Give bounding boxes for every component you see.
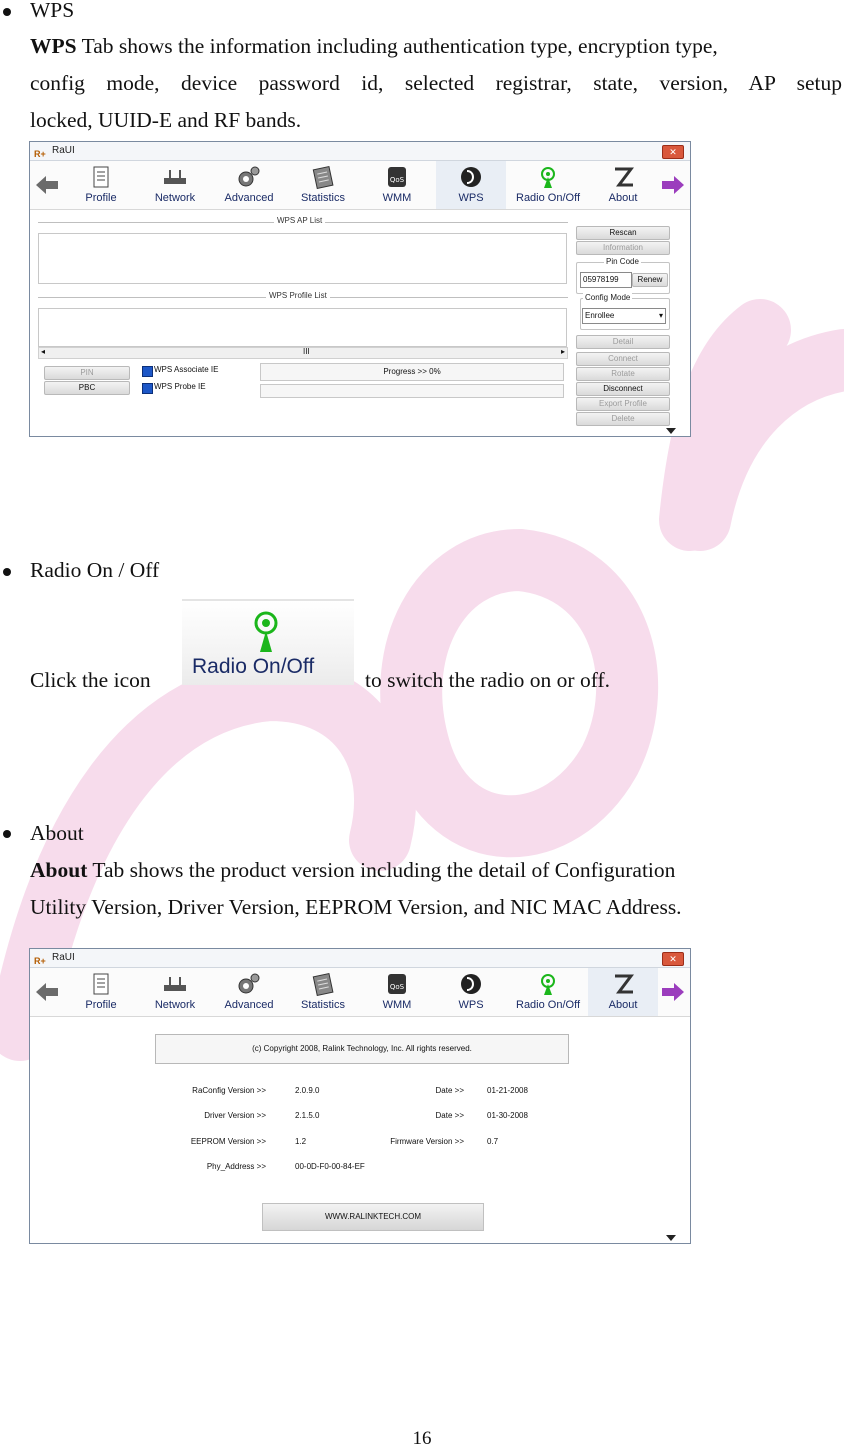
radio-on-off-icon-image [182,599,354,685]
toolbar-item-wmm[interactable] [362,968,432,1016]
radio-icon [535,972,561,996]
close-button[interactable]: ✕ [662,952,684,966]
wps-bold-lead: WPS [30,34,77,58]
toolbar-label: WMM [382,999,412,1011]
raconfig-date-label: Date >> [435,1086,464,1095]
bullet [3,830,11,838]
expand-arrow-icon[interactable] [656,428,686,434]
ralink-logo: R+ [34,956,46,966]
toolbar-item-profile[interactable] [66,968,136,1016]
wmm-icon [384,972,410,996]
disconnect-button[interactable]: Disconnect [576,382,670,396]
toolbar-label: Radio On/Off [516,192,580,204]
statistics-icon [310,972,336,996]
wps-profile-list[interactable] [38,308,567,347]
raconfig-version-value: 2.0.9.0 [295,1086,320,1095]
about-icon [610,972,636,996]
toolbar-item-wps[interactable] [436,161,506,209]
wps-associate-ie-checkbox[interactable] [142,366,153,377]
forward-arrow-icon[interactable] [660,980,686,1004]
toolbar-item-advanced[interactable] [214,968,284,1016]
scroll-right-icon[interactable]: ▸ [560,347,565,356]
toolbar-label: About [608,999,638,1011]
progress-bar: Progress >> 0% [260,363,564,381]
toolbar-label: Profile [85,192,117,204]
bullet [3,568,11,576]
information-button[interactable]: Information [576,241,670,255]
toolbar-item-profile[interactable] [66,161,136,209]
phy-address-label: Phy_Address >> [206,1162,266,1171]
wps-probe-ie-label: WPS Probe IE [154,382,206,391]
config-mode-value: Enrollee [585,311,615,320]
forward-arrow-icon[interactable] [660,173,686,197]
profile-icon [88,972,114,996]
pin-button[interactable]: PIN [44,366,130,380]
wps-desc-text-1: Tab shows the information including authentication type, encryption type, [76,34,718,58]
config-mode-select[interactable] [582,308,666,324]
toolbar-label: WMM [382,192,412,204]
network-icon [162,165,188,189]
scroll-thumb[interactable]: III [303,347,310,356]
toolbar-item-network[interactable] [140,161,210,209]
svg-text:QoS: QoS [389,176,405,184]
section-heading-radio: Radio On / Off [30,558,160,582]
toolbar [30,968,690,1017]
radio-icon-label: Radio On/Off [192,655,315,678]
toolbar-item-statistics[interactable] [288,968,358,1016]
back-arrow-icon[interactable] [34,980,60,1004]
pin-code-field[interactable]: 05978199 [580,272,632,288]
section-heading-about: About [30,821,84,845]
detail-button[interactable]: Detail [576,335,670,349]
toolbar-item-wmm[interactable] [362,161,432,209]
raconfig-version-label: RaConfig Version >> [192,1086,266,1095]
wps-profile-list-title: WPS Profile List [266,291,330,300]
advanced-icon [236,165,262,189]
driver-date-label: Date >> [435,1111,464,1120]
eeprom-version-value: 1.2 [295,1137,307,1146]
toolbar-label: Statistics [300,192,345,204]
driver-version-value: 2.1.5.0 [295,1111,320,1120]
toolbar-item-radio[interactable] [510,161,586,209]
copyright-box: (c) Copyright 2008, Ralink Technology, Inc. All rights reserved. [155,1034,569,1064]
driver-version-label: Driver Version >> [204,1111,266,1120]
rotate-button[interactable]: Rotate [576,367,670,381]
radio-text-before-icon: Click the icon [30,668,151,692]
toolbar-item-wps[interactable] [436,968,506,1016]
wps-description-line-2: config mode, device password id, selected registrar, state, version, AP setup [30,71,842,95]
toolbar-item-radio[interactable] [510,968,586,1016]
pbc-button[interactable]: PBC [44,381,130,395]
phy-address-value: 00-0D-F0-00-84-EF [295,1162,365,1171]
radio-icon [246,609,286,653]
toolbar-item-network[interactable] [140,968,210,1016]
eeprom-version-label: EEPROM Version >> [190,1137,266,1146]
wmm-icon [384,165,410,189]
firmware-version-label: Firmware Version >> [390,1137,464,1146]
toolbar-item-about[interactable] [588,161,658,209]
toolbar-label: Advanced [224,192,274,204]
toolbar-item-statistics[interactable] [288,161,358,209]
section-heading-wps: WPS [30,0,75,22]
delete-button[interactable]: Delete [576,412,670,426]
network-icon [162,972,188,996]
expand-arrow-icon[interactable] [656,1235,686,1241]
about-icon [610,165,636,189]
pin-code-label: Pin Code [606,257,639,266]
profile-icon [88,165,114,189]
raconfig-date-value: 01-21-2008 [487,1086,528,1095]
driver-date-value: 01-30-2008 [487,1111,528,1120]
toolbar [30,161,690,210]
toolbar-item-advanced[interactable] [214,161,284,209]
wps-description-line-1 [30,28,718,65]
radio-text-after-icon: to switch the radio on or off. [365,668,611,692]
rescan-button[interactable]: Rescan [576,226,670,240]
wps-icon [458,972,484,996]
about-desc-text-1: Tab shows the product version including the detail of Configuration [87,858,676,882]
chevron-down-icon[interactable]: ▾ [658,311,663,320]
renew-button[interactable]: Renew [632,273,668,287]
scroll-left-icon[interactable]: ◂ [41,347,46,356]
config-mode-label: Config Mode [585,293,631,302]
wps-ap-list[interactable] [38,233,567,284]
window-titlebar [30,949,690,968]
about-bold-lead: About [30,858,88,882]
export-profile-button[interactable]: Export Profile [576,397,670,411]
wps-icon [458,165,484,189]
window-title: RaUI [52,145,75,156]
connect-button[interactable]: Connect [576,352,670,366]
horizontal-scrollbar[interactable] [38,347,568,359]
about-window-screenshot [29,948,691,1244]
bullet [3,8,11,16]
wps-associate-ie-label: WPS Associate IE [154,365,219,374]
about-description-line-2: Utility Version, Driver Version, EEPROM Version, and NIC MAC Address. [30,895,682,919]
toolbar-item-about[interactable] [588,968,658,1016]
toolbar-label: Statistics [300,999,345,1011]
toolbar-label: Network [154,192,196,204]
toolbar-label: WPS [458,999,484,1011]
wps-probe-ie-checkbox[interactable] [142,383,153,394]
window-titlebar [30,142,690,161]
website-link-button[interactable]: WWW.RALINKTECH.COM [262,1203,484,1231]
wps-window-screenshot [29,141,691,437]
ralink-logo: R+ [34,149,46,159]
window-title: RaUI [52,952,75,963]
toolbar-label: About [608,192,638,204]
back-arrow-icon[interactable] [34,173,60,197]
svg-text:QoS: QoS [389,983,405,991]
wps-ap-list-title: WPS AP List [274,216,325,225]
toolbar-label: Network [154,999,196,1011]
toolbar-label: WPS [458,192,484,204]
statistics-icon [310,165,336,189]
toolbar-label: Radio On/Off [516,999,580,1011]
toolbar-label: Advanced [224,999,274,1011]
about-description-line-1 [30,852,675,889]
wps-description-line-3: locked, UUID-E and RF bands. [30,108,302,132]
advanced-icon [236,972,262,996]
toolbar-label: Profile [85,999,117,1011]
status-bar [260,384,564,398]
radio-icon [535,165,561,189]
firmware-version-value: 0.7 [487,1137,499,1146]
close-button[interactable]: ✕ [662,145,684,159]
page-number: 16 [412,1428,432,1449]
